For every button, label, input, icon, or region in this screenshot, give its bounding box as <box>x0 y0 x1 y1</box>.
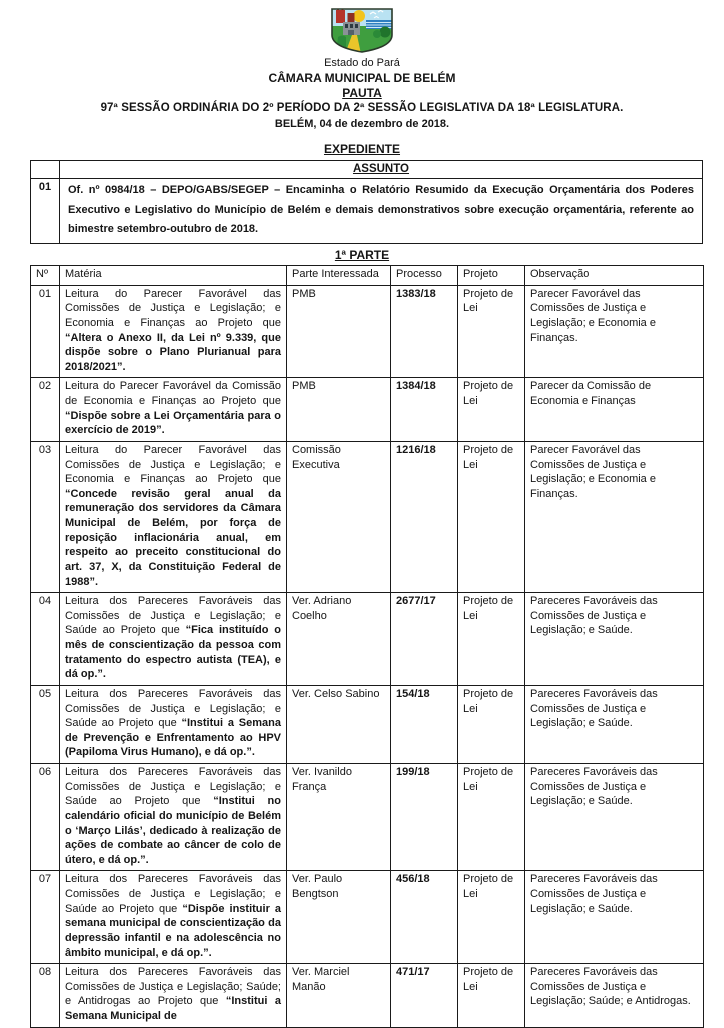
parte-interessada-cell: Comissão Executiva <box>287 441 391 592</box>
parte-interessada-cell: Ver. Celso Sabino <box>287 685 391 763</box>
observacao-cell: Parecer Favorável das Comissões de Justiça e Legislação; e Economia e Finanças. <box>525 441 704 592</box>
expediente-row <box>31 179 703 244</box>
materia-text: Leitura do Parecer Favorável das Comissões de Justiça e Legislação; e Economia e Finanças ao Projeto que <box>65 287 281 329</box>
materia-cell <box>60 964 287 1028</box>
date-line: BELÉM, 04 de dezembro de 2018. <box>274 118 450 130</box>
processo-cell: 1216/18 <box>391 441 458 592</box>
observacao-cell: Pareceres Favoráveis das Comissões de Justiça e Legislação; e Saúde. <box>525 593 704 686</box>
coat-of-arms-logo <box>330 7 394 54</box>
table-row <box>31 964 704 1028</box>
observacao-cell: Pareceres Favoráveis das Comissões de Justiça e Legislação; e Saúde. <box>525 685 704 763</box>
parte-interessada-cell: PMB <box>287 378 391 442</box>
row-number-cell: 04 <box>31 593 60 686</box>
parte-interessada-cell: Ver. Adriano Coelho <box>287 593 391 686</box>
processo-cell: 1384/18 <box>391 378 458 442</box>
parte-interessada-cell: PMB <box>287 285 391 378</box>
table-row <box>31 764 704 871</box>
session-line: 97ª SESSÃO ORDINÁRIA DO 2º PERÍODO DA 2ª SESSÃO LEGISLATIVA DA 18ª LEGISLATURA. <box>100 102 624 114</box>
materia-text: Leitura dos Pareceres Favoráveis das Comissões de Justiça e Legislação; e Saúde ao Projeto que <box>65 687 281 730</box>
materia-text: Leitura dos Pareceres Favoráveis das Comissões de Justiça e Legislação; e Saúde ao Projeto que <box>65 873 281 915</box>
materia-quoted-text: “Institui a Semana Municipal de <box>65 995 281 1023</box>
expediente-header-assunto: ASSUNTO <box>60 161 703 179</box>
materia-quoted-text: “Institui no calendário oficial do município de Belém o ‘Março Lilás’, dedicado à realização de ações de combate ao câncer de colo de útero, e dá op.”. <box>65 795 281 866</box>
materia-text: Leitura dos Pareceres Favoráveis das Comissões de Justiça e Legislação; e Saúde ao Projeto que <box>65 766 281 808</box>
observacao-cell: Parecer da Comissão de Economia e Finanças <box>525 378 704 442</box>
table-row <box>31 441 704 592</box>
table-row <box>31 685 704 763</box>
observacao-cell: Pareceres Favoráveis das Comissões de Justiça e Legislação; e Saúde. <box>525 871 704 964</box>
col-header-processo: Processo <box>391 266 458 286</box>
parte1-table <box>30 265 704 1028</box>
materia-cell <box>60 378 287 442</box>
table-row <box>31 285 704 378</box>
processo-cell: 1383/18 <box>391 285 458 378</box>
projeto-cell: Projeto de Lei <box>458 764 525 871</box>
materia-text: Leitura dos Pareceres Favoráveis das Comissões de Justiça e Legislação; e Saúde ao Projeto que <box>65 595 281 637</box>
projeto-cell: Projeto de Lei <box>458 285 525 378</box>
expediente-row-text: Of. nº 0984/18 – DEPO/GABS/SEGEP – Encaminha o Relatório Resumido da Execução Orçamentária dos Poderes Executivo e Legislativo do Município de Belém e demais demonstrativos sobre execução orçamentária, referente ao bimestre setembro-outubro de 2018. <box>60 179 703 244</box>
materia-cell <box>60 871 287 964</box>
col-header-projeto: Projeto <box>458 266 525 286</box>
logo-container <box>0 0 724 54</box>
row-number-cell: 02 <box>31 378 60 442</box>
projeto-cell: Projeto de Lei <box>458 964 525 1028</box>
processo-cell: 154/18 <box>391 685 458 763</box>
materia-quoted-text: “Fica instituído o mês de conscientização da pessoa com tratamento do espectro autista (TEA), e dá op.”. <box>65 624 281 681</box>
materia-quoted-text: “Concede revisão geral anual da remuneração dos servidores da Câmara Municipal de Belém, por força de reposição inflacionária anual, em respeito ao preceito constitucional do art. 37, X, da Constituição Federal de 1988”. <box>65 487 281 588</box>
observacao-cell: Pareceres Favoráveis das Comissões de Justiça e Legislação; e Saúde. <box>525 764 704 871</box>
parte-interessada-cell: Ver. Paulo Bengtson <box>287 871 391 964</box>
observacao-cell: Pareceres Favoráveis das Comissões de Justiça e Legislação; Saúde; e Antidrogas. <box>525 964 704 1028</box>
parte1-heading: 1ª PARTE <box>334 248 390 263</box>
materia-text: Leitura do Parecer Favorável da Comissão de Economia e Finanças ao Projeto que <box>65 380 281 408</box>
materia-cell <box>60 285 287 378</box>
projeto-cell: Projeto de Lei <box>458 593 525 686</box>
table-row <box>31 378 704 442</box>
row-number-cell: 05 <box>31 685 60 763</box>
materia-cell <box>60 764 287 871</box>
row-number-cell: 01 <box>31 285 60 378</box>
col-header-numero: Nº <box>31 266 60 286</box>
processo-cell: 199/18 <box>391 764 458 871</box>
row-number-cell: 03 <box>31 441 60 592</box>
projeto-cell: Projeto de Lei <box>458 871 525 964</box>
projeto-cell: Projeto de Lei <box>458 378 525 442</box>
expediente-heading: EXPEDIENTE <box>323 142 401 156</box>
processo-cell: 471/17 <box>391 964 458 1028</box>
expediente-header-row <box>31 161 703 179</box>
materia-cell <box>60 685 287 763</box>
materia-quoted-text: “Dispõe sobre a Lei Orçamentária para o exercício de 2019”. <box>65 409 281 437</box>
col-header-parte-interessada: Parte Interessada <box>287 266 391 286</box>
row-number-cell: 06 <box>31 764 60 871</box>
materia-quoted-text: “Altera o Anexo II, da Lei nº 9.339, que dispõe sobre o Plano Plurianual para 2018/2021”. <box>65 331 281 373</box>
parte-interessada-cell: Ver. Marciel Manão <box>287 964 391 1028</box>
parte-interessada-cell: Ver. Ivanildo França <box>287 764 391 871</box>
materia-text: Leitura do Parecer Favorável das Comissões de Justiça e Legislação; e Economia e Finanças ao Projeto que <box>65 443 281 486</box>
materia-cell <box>60 593 287 686</box>
state-name: Estado do Pará <box>324 57 400 69</box>
materia-quoted-text: “Institui a Semana de Prevenção e Enfrentamento ao HPV (Papiloma Virus Humano), e dá op.”. <box>65 717 281 759</box>
col-header-materia: Matéria <box>60 266 287 286</box>
processo-cell: 2677/17 <box>391 593 458 686</box>
row-number-cell: 07 <box>31 871 60 964</box>
table-row <box>31 593 704 686</box>
col-header-observacao: Observação <box>525 266 704 286</box>
projeto-cell: Projeto de Lei <box>458 685 525 763</box>
observacao-cell: Parecer Favorável das Comissões de Justiça e Legislação; e Economia e Finanças. <box>525 285 704 378</box>
org-name: CÂMARA MUNICIPAL DE BELÉM <box>268 71 456 85</box>
table-row <box>31 871 704 964</box>
materia-quoted-text: “Dispõe instituir a semana municipal de conscientização da depressão infantil e na adolescência no âmbito municipal, e dá op.”. <box>65 902 281 959</box>
row-number-cell: 08 <box>31 964 60 1028</box>
materia-text: Leitura dos Pareceres Favoráveis das Comissões de Justiça e Legislação; Saúde; e Antidrogas ao Projeto que <box>65 966 281 1008</box>
doc-title: PAUTA <box>342 86 382 100</box>
materia-cell <box>60 441 287 592</box>
expediente-header-empty-cell <box>31 161 60 179</box>
parte1-header-row <box>31 266 704 286</box>
processo-cell: 456/18 <box>391 871 458 964</box>
projeto-cell: Projeto de Lei <box>458 441 525 592</box>
expediente-table <box>30 160 703 244</box>
expediente-row-number: 01 <box>31 179 60 244</box>
